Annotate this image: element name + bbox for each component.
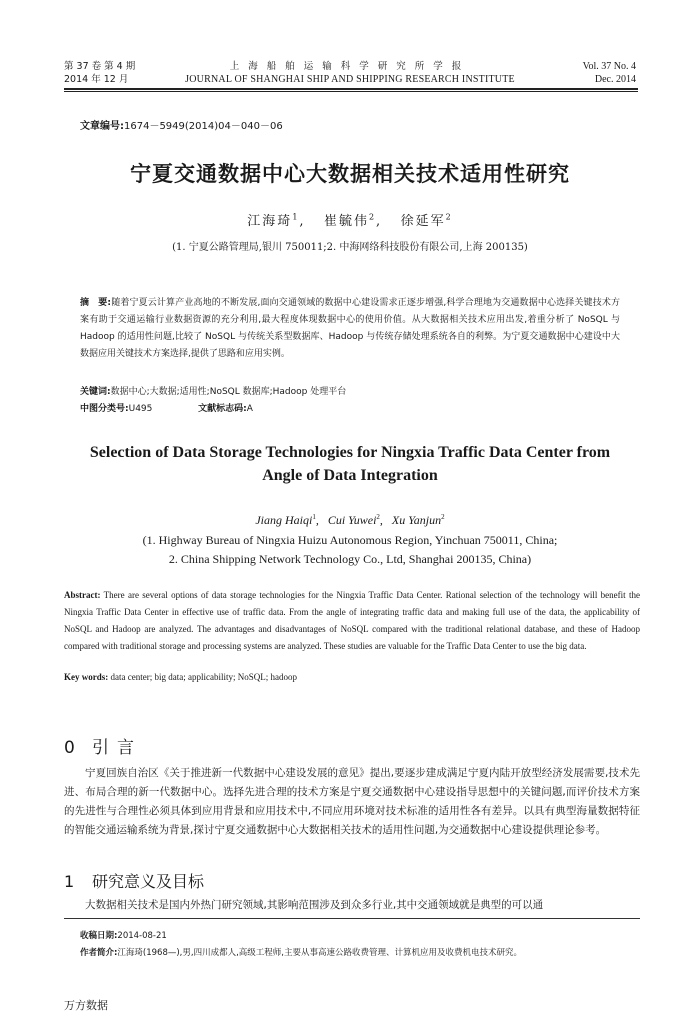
paragraph-intro [64,764,640,840]
journal-name-cn: 上海船舶运输科学研究所学报 [229,61,471,72]
keywords-cn-text: 数据中心;大数据;适用性;NoSQL 数据库;Hadoop 处理平台 [110,387,347,397]
author-mark: 2 [368,212,377,222]
author-mark: 2 [376,513,380,521]
doc-code-value: A [246,404,253,414]
affiliation-cn: (1. 宁夏公路管理局,银川 750011;2. 中海网络科技股份有限公司,上海 200135) [172,242,528,253]
watermark: 万方数据 [64,999,108,1012]
section-number: 0 [64,738,75,758]
section-title: 研究意义及目标 [92,872,205,891]
author-mark: 2 [441,513,445,521]
article-number [80,117,283,132]
clc-label: 中图分类号: [80,404,129,414]
header-journal [160,60,540,86]
keywords-en-label: Key words: [64,672,109,682]
author-bio-label: 作者简介: [80,948,118,958]
classification [80,401,253,414]
clc-value: U495 [128,404,153,414]
footnote-received [80,928,640,945]
abstract-en [64,587,640,655]
author-mark: 1 [292,212,300,222]
title-en: Selection of Data Storage Technologies for Ningxia Traffic Data Center from Angle of Data Integration [89,444,611,484]
abstract-en-label: Abstract: [64,590,101,600]
article-number-value: 1674－5949(2014)04－040－06 [124,121,283,132]
paragraph-text: 大数据相关技术是国内外热门研究领域,其影响范围涉及到众多行业,其中交通领域就是典型的可以通 [85,899,544,911]
volume-cn: 第 37 卷 第 4 期 [64,61,136,72]
author-en: Xu Yanjun [391,513,442,527]
abstract-cn-label: 摘 要: [80,298,112,308]
title-cn: 宁夏交通数据中心大数据相关技术适用性研究 [130,162,570,186]
author-cn: 徐延军 [400,214,446,229]
author-cn: 崔毓伟 [323,214,369,229]
affiliation-en-line2: 2. China Shipping Network Technology Co., Ltd, Shanghai 200135, China) [168,552,532,566]
section-heading-intro [64,733,142,758]
doc-code-label: 文献标志码: [198,404,247,414]
section-title: 引言 [92,738,142,758]
abstract-en-text: There are several options of data storage technologies for the Ningxia Traffic Data Center. Rational selection of the technology will benefit the Ningxia Traffic Data Center in effective use of traffic data. From the angle of integrating traffic data and making full use of the data, the applicability of NoSQL and Hadoop are analyzed. The advantages and disadvantages of NoSQL compared with the traditional relational database, and these of Hadoop compared with traditional storage and processing systems are analyzed. These studies are valuable for the Traffic Data Center to use the big data. [64,590,640,651]
article-number-label: 文章编号: [80,121,124,132]
header-rule-thin [64,91,638,92]
author-mark: 1 [312,513,316,521]
section-heading-significance [64,869,204,892]
header-volume-en [583,60,636,86]
authors-en: Jiang Haiqi$^1$, Cui Yuwei$^2$, Xu Yanjun$^2$ [255,513,445,527]
author-mark: 2 [445,212,453,222]
footnote-rule [64,918,640,919]
keywords-cn [80,384,620,401]
author-en: Cui Yuwei [327,513,377,527]
abstract-cn [80,295,620,363]
authors-cn: 江海琦$^1$, 崔毓伟$^2$, 徐延军$^2$ [247,212,453,229]
affiliation-en-line1: (1. Highway Bureau of Ningxia Huizu Autonomous Region, Yinchuan 750011, China; [142,533,558,547]
header-rule [64,88,638,90]
section-number: 1 [64,872,75,891]
volume-en: Vol. 37 No. 4 [582,61,636,72]
paragraph-significance [64,896,640,915]
date-cn: 2014 年 12 月 [64,74,129,85]
affiliation-en [80,531,620,569]
author-cn: 江海琦 [247,214,293,229]
author-en: Jiang Haiqi [255,513,313,527]
journal-name-en: JOURNAL OF SHANGHAI SHIP AND SHIPPING RESEARCH INSTITUTE [185,74,515,85]
keywords-cn-label: 关键词: [80,387,111,397]
footnote-author [80,945,640,962]
date-en: Dec. 2014 [594,74,636,85]
header-volume [64,60,135,86]
author-bio: 江海琦(1968—),男,四川成都人,高级工程师,主要从事高速公路收费管理、计算机应用及收费机电技术研究。 [117,948,522,958]
paragraph-text: 宁夏回族自治区《关于推进新一代数据中心建设发展的意见》提出,要逐步建成满足宁夏内陆开放型经济发展需要,技术先进、布局合理的新一代数据中心。选择先进合理的技术方案是宁夏交通数据中心建设指导思想中的关键问题,而评价技术方案的先进性与合理性必须具体到应用背景和应用技术中,不同应用环境对技术标准的适用性各有差异。以具有典型海量数据特征的智能交通运输系统为背景,探讨宁夏交通数据中心大数据相关技术的适用性问题,为交通数据中心建设提供理论参考。 [64,767,640,836]
received-label: 收稿日期: [80,931,118,941]
keywords-en-text: data center; big data; applicability; NoSQL; hadoop [110,672,297,682]
received-date: 2014-08-21 [117,931,167,941]
keywords-en [64,672,640,682]
abstract-cn-text: 随着宁夏云计算产业高地的不断发展,面向交通领域的数据中心建设需求正逐步增强,科学合理地为交通数据中心选择关键技术方案有助于交通运输行业数据资源的充分利用,最大程度体现数据中心的使用价值。从大数据相关技术应用出发,着重分析了 NoSQL 与 Hadoop 的适用性问题,比较了 NoSQL 与传统关系型数据库、Hadoop 与传统存储处理系统各自的利弊。为宁夏交通数据中心建设中大数据应用关键技术方案选择,提供了思路和应用实例。 [80,298,620,359]
